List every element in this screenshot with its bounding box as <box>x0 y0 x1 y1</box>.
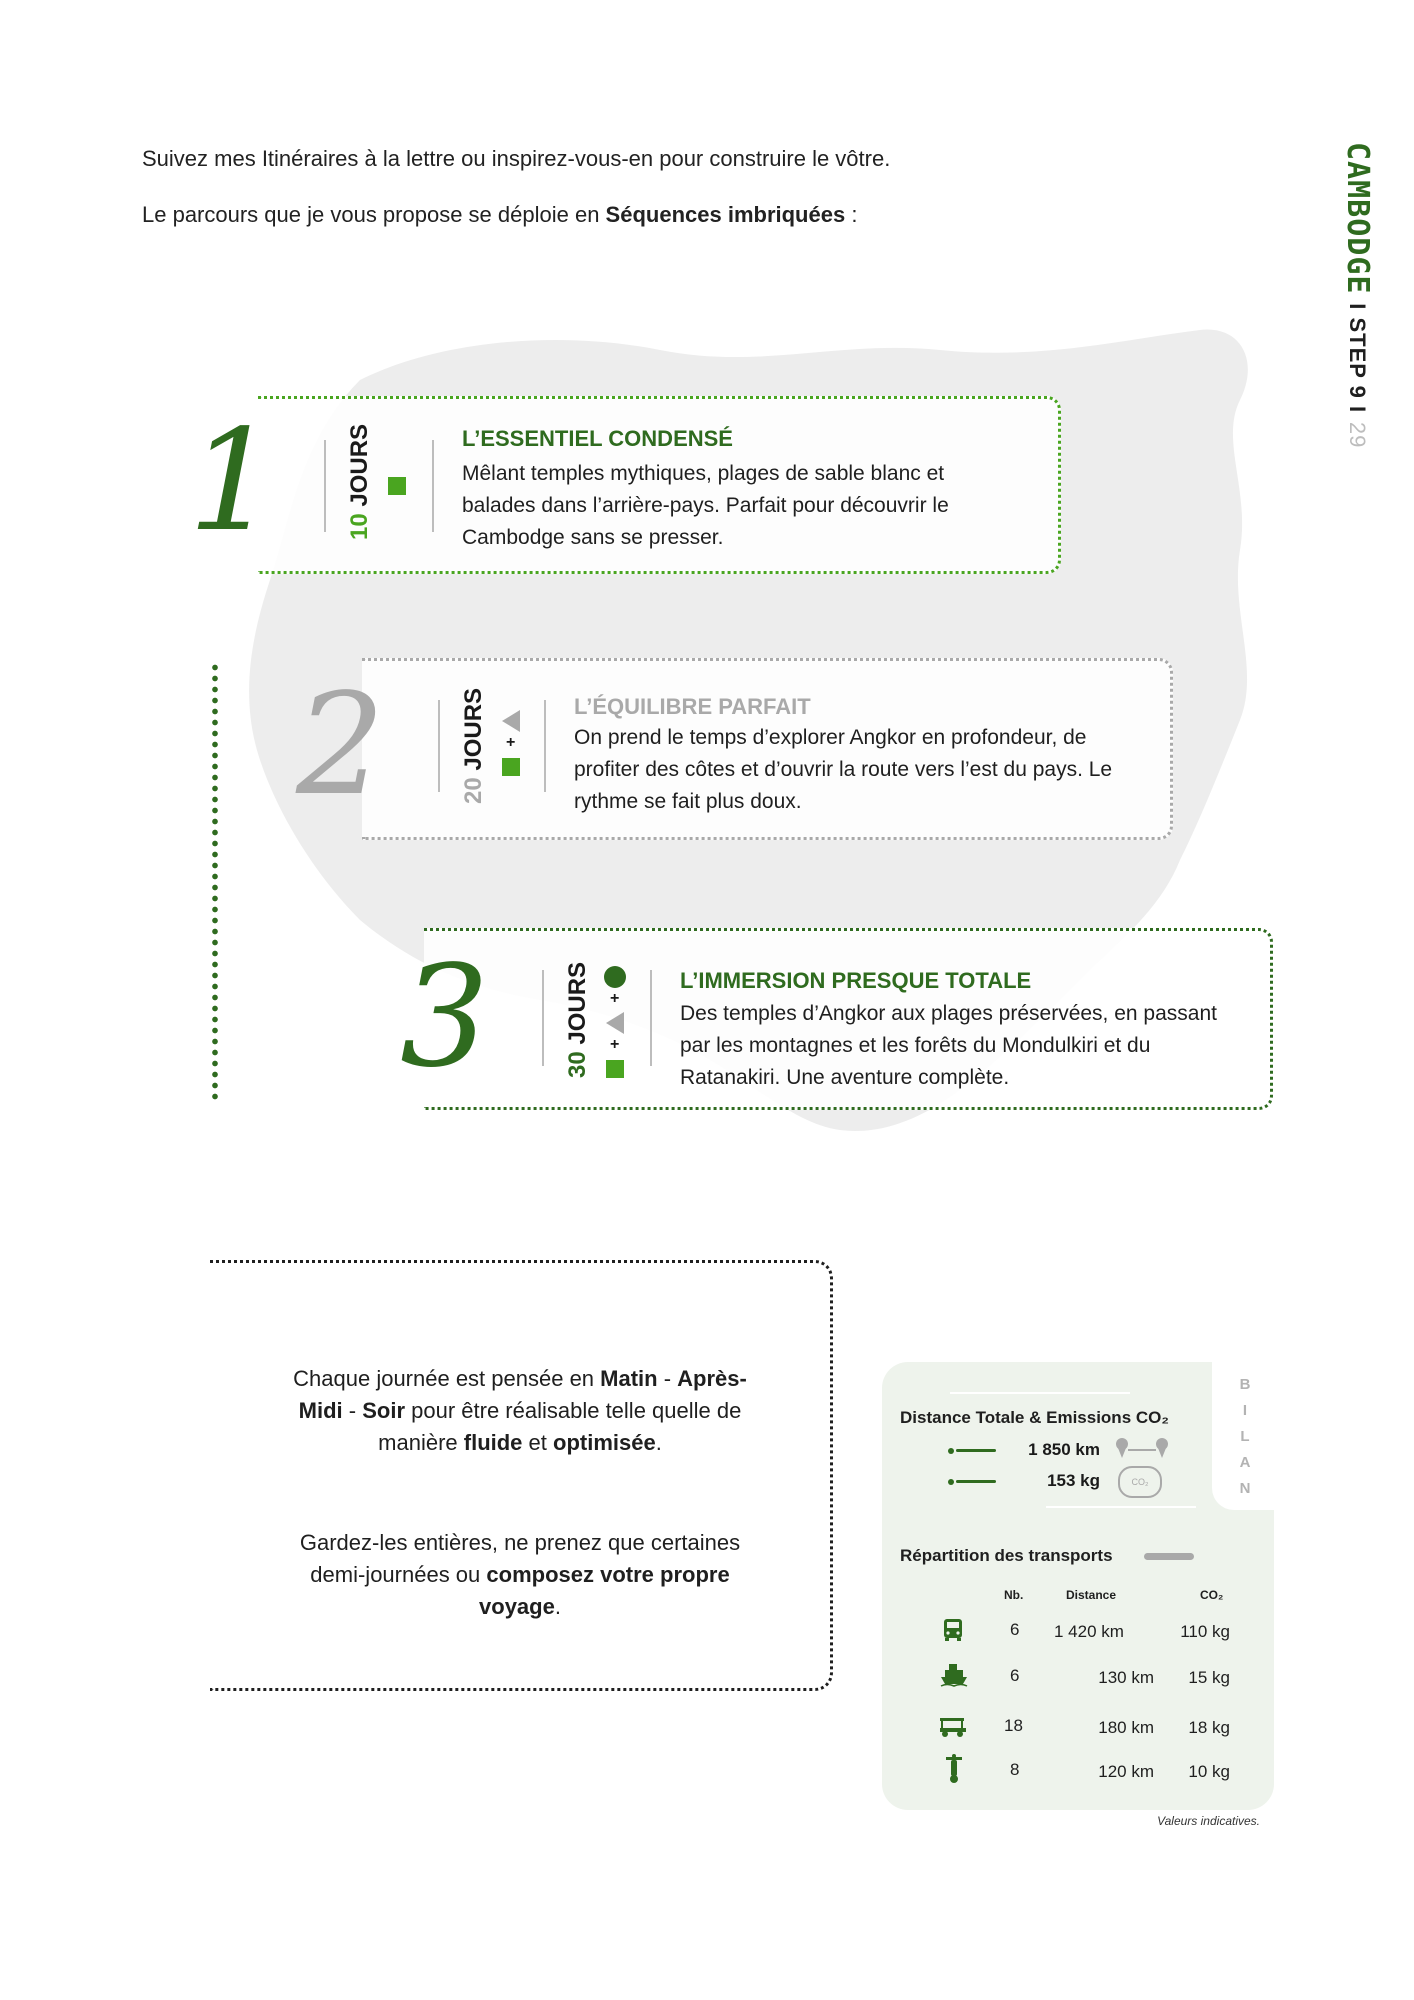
route-pin-icon <box>1114 1436 1170 1462</box>
itinerary-text-2: On prend le temps d’explorer Angkor en profondeur, de profiter des côtes et d’ouvrir la route vers l’est du pays. Le rythme se fait plus doux. <box>574 726 1113 813</box>
days-label-2 <box>460 687 488 804</box>
row-nb: 6 <box>1010 1620 1020 1639</box>
info-text: demi-journées ou <box>310 1562 487 1587</box>
tuktuk-icon <box>938 1716 968 1738</box>
info-box <box>210 1260 833 1691</box>
total-distance: 1 850 km <box>1028 1440 1100 1459</box>
info-bold: composez votre propre <box>486 1562 730 1587</box>
footnote: Valeurs indicatives. <box>1157 1814 1260 1828</box>
info-text: manière <box>378 1430 464 1455</box>
itinerary-title-3: L’IMMERSION PRESQUE TOTALE <box>680 968 1032 993</box>
info-text: Gardez-les entières, ne prenez que certaines <box>299 1530 741 1555</box>
plus-sign: + <box>506 734 516 751</box>
page-number: 29 <box>1345 421 1370 449</box>
days-word-1: JOURS <box>346 423 373 507</box>
square-icon <box>606 1060 624 1078</box>
card-divider <box>542 970 544 1066</box>
total-emissions: 153 kg <box>1047 1471 1100 1490</box>
itinerary-text-1: Mêlant temples mythiques, plages de sable blanc et balades dans l’arrière-pays. Parfait pour découvrir le Cambodge sans se presser. <box>462 462 949 549</box>
itinerary-number-3: 3 <box>400 936 490 1099</box>
bilan-letter: B <box>1239 1376 1251 1393</box>
info-text: . <box>655 1430 662 1455</box>
days-number-1: 10 <box>346 513 373 540</box>
card-divider <box>650 970 652 1066</box>
breakdown-bar <box>1144 1553 1194 1560</box>
info-bold: Midi <box>298 1398 343 1423</box>
col-header-co2: CO₂ <box>1200 1588 1224 1602</box>
itinerary-title-1: L’ESSENTIEL CONDENSÉ <box>462 426 733 451</box>
breakdown-title: Répartition des transports <box>900 1546 1113 1565</box>
row-co2: 15 kg <box>1188 1668 1230 1687</box>
days-label-3 <box>564 961 592 1078</box>
bilan-tab-label <box>1236 1372 1254 1502</box>
plus-sign: + <box>610 1036 620 1053</box>
info-bold: optimisée <box>553 1430 656 1455</box>
intro-line-2 <box>142 202 857 228</box>
info-text: - <box>657 1366 678 1391</box>
square-icon <box>388 477 406 495</box>
intro-line-1: Suivez mes Itinéraires à la lettre ou inspirez-vous-en pour construire le vôtre. <box>142 146 891 171</box>
info-text: et <box>522 1430 553 1455</box>
days-word-3: JOURS <box>564 961 591 1045</box>
days-label-1 <box>346 423 374 540</box>
info-bold: voyage <box>479 1594 555 1619</box>
row-distance: 180 km <box>1098 1718 1154 1737</box>
row-nb: 8 <box>1010 1760 1020 1779</box>
bilan-letter: I <box>1242 1402 1248 1419</box>
plus-sign: + <box>610 990 620 1007</box>
square-icon <box>502 758 520 776</box>
boat-icon <box>940 1662 968 1688</box>
totals-title: Distance Totale & Emissions CO₂ <box>900 1408 1169 1427</box>
intro-line-2-suffix: : <box>845 202 858 227</box>
side-header <box>1340 142 1375 448</box>
row-co2: 18 kg <box>1188 1718 1230 1737</box>
triangle-icon <box>606 1012 624 1034</box>
card-divider <box>438 700 440 792</box>
distance-bar-dot <box>948 1448 954 1454</box>
co2-cloud-icon: CO₂ <box>1118 1466 1162 1498</box>
scooter-icon <box>944 1754 964 1784</box>
info-text: Chaque journée est pensée en <box>293 1366 601 1391</box>
divider <box>1046 1506 1196 1508</box>
card-divider <box>324 440 326 532</box>
intro-line-2-prefix: Le parcours que je vous propose se déploie en <box>142 202 606 227</box>
intro-line-2-bold: Séquences imbriquées <box>605 202 846 227</box>
info-bold: fluide <box>463 1430 523 1455</box>
info-paragraph-2 <box>210 1527 830 1623</box>
row-co2: 10 kg <box>1188 1762 1230 1781</box>
bilan-letter: L <box>1240 1428 1250 1445</box>
bilan-letter: A <box>1239 1454 1251 1471</box>
bilan-letter: N <box>1239 1480 1251 1497</box>
itinerary-text-3: Des temples d’Angkor aux plages préservées, en passant par les montagnes et les forêts du Mondulkiri et du Ratanakiri. Une aventure complète. <box>680 1002 1217 1089</box>
triangle-icon <box>502 710 520 732</box>
row-nb: 6 <box>1010 1666 1020 1685</box>
info-text: - <box>342 1398 363 1423</box>
sequence-connector <box>212 662 218 1102</box>
circle-icon <box>604 966 626 988</box>
itinerary-number-1: 1 <box>188 400 278 563</box>
row-distance: 120 km <box>1098 1762 1154 1781</box>
info-bold: Après- <box>677 1366 747 1391</box>
row-co2: 110 kg <box>1180 1622 1230 1641</box>
itinerary-title-2: L’ÉQUILIBRE PARFAIT <box>574 694 811 719</box>
emissions-bar-dot <box>948 1479 954 1485</box>
itinerary-number-2: 2 <box>296 664 386 827</box>
row-distance: 1 420 km <box>1054 1622 1124 1641</box>
row-nb: 18 <box>1004 1716 1023 1735</box>
col-header-nb: Nb. <box>1004 1588 1024 1602</box>
info-paragraph-1 <box>210 1363 830 1459</box>
days-number-3: 30 <box>564 1051 591 1078</box>
step-label: I STEP 9 I <box>1345 303 1370 414</box>
divider <box>950 1392 1130 1394</box>
country-name: CAMBODGE <box>1340 142 1375 295</box>
row-distance: 130 km <box>1098 1668 1154 1687</box>
col-header-distance: Distance <box>1066 1588 1117 1602</box>
info-text: . <box>554 1594 561 1619</box>
days-word-2: JOURS <box>460 687 487 771</box>
card-divider <box>544 700 546 792</box>
info-bold: Soir <box>362 1398 406 1423</box>
bus-icon <box>942 1618 964 1642</box>
info-text: pour être réalisable telle quelle de <box>405 1398 742 1423</box>
info-bold: Matin <box>600 1366 658 1391</box>
days-number-2: 20 <box>460 777 487 804</box>
card-divider <box>432 440 434 532</box>
